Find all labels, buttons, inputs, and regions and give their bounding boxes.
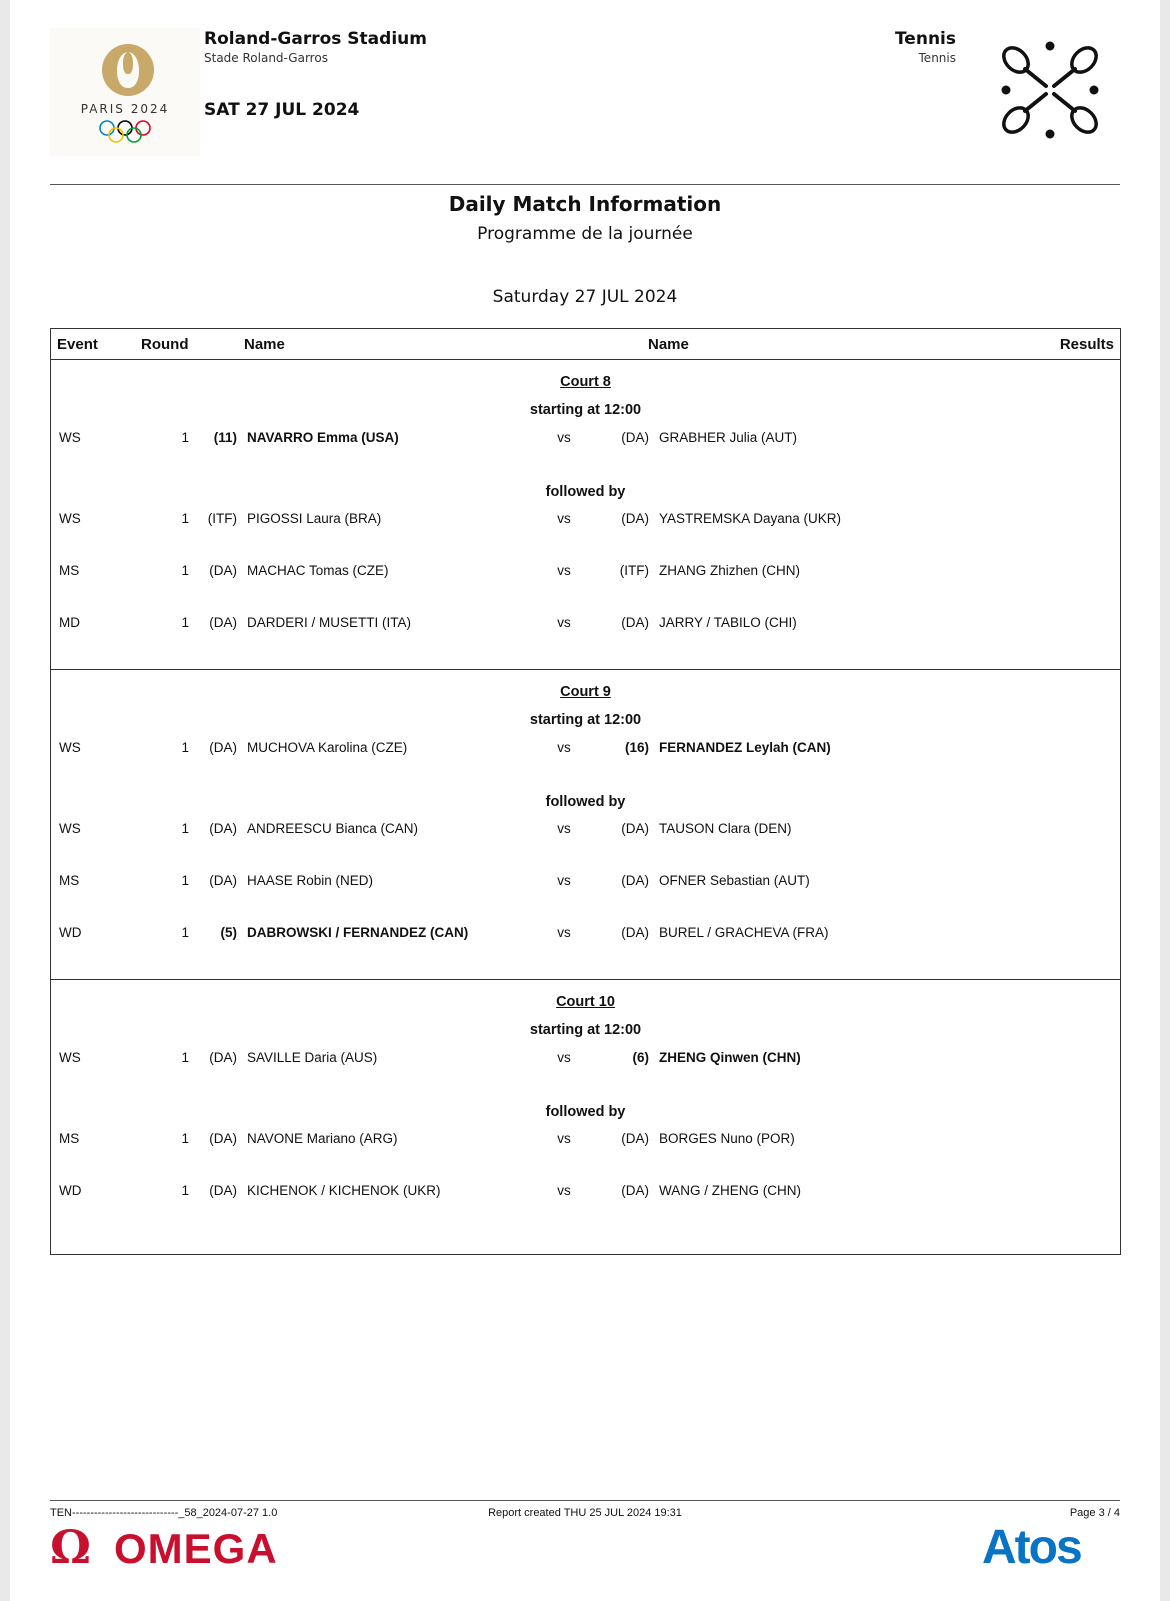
round-number: 1 — [181, 1183, 189, 1198]
document-title: Daily Match Information — [448, 192, 722, 216]
event-code: WS — [59, 1050, 81, 1065]
match-row — [51, 511, 1120, 531]
round-number: 1 — [181, 925, 189, 940]
player1-name: NAVARRO Emma (USA) — [247, 430, 399, 445]
player2-seed: (ITF) — [619, 563, 649, 578]
report-created: Report created THU 25 JUL 2024 19:31 — [488, 1507, 682, 1519]
player1-seed: (5) — [220, 925, 237, 940]
event-code: MS — [59, 873, 80, 888]
court-start-time: starting at 12:00 — [529, 402, 642, 418]
court-name: Court 9 — [560, 684, 611, 700]
match-row — [51, 430, 1120, 450]
court-name: Court 8 — [560, 374, 611, 390]
versus-label: vs — [557, 1050, 571, 1065]
header-event: Event — [57, 336, 98, 353]
versus-label: vs — [557, 511, 571, 526]
match-row — [51, 821, 1120, 841]
player2-seed: (DA) — [621, 925, 649, 940]
omega-wordmark: OMEGA — [114, 1525, 278, 1570]
player1-seed: (DA) — [209, 873, 237, 888]
round-number: 1 — [181, 511, 189, 526]
player2-seed: (DA) — [621, 873, 649, 888]
document-subtitle: Programme de la journée — [477, 224, 693, 244]
header-date: SAT 27 JUL 2024 — [204, 100, 360, 120]
player1-seed: (11) — [213, 430, 237, 445]
page-number: Page 3 / 4 — [1069, 1507, 1120, 1519]
versus-label: vs — [557, 1183, 571, 1198]
round-number: 1 — [181, 430, 189, 445]
page — [10, 0, 1160, 1601]
player1-name: SAVILLE Daria (AUS) — [247, 1050, 378, 1065]
round-number: 1 — [181, 615, 189, 630]
player1-name: DABROWSKI / FERNANDEZ (CAN) — [247, 925, 469, 940]
match-schedule-table — [50, 328, 1121, 1255]
player2-name: ZHENG Qinwen (CHN) — [659, 1050, 801, 1065]
player2-name: FERNANDEZ Leylah (CAN) — [659, 740, 831, 755]
table-header — [51, 329, 1120, 360]
paris-2024-logo — [50, 28, 200, 156]
player2-seed: (DA) — [621, 1183, 649, 1198]
flame-emblem-icon — [102, 44, 154, 96]
versus-label: vs — [557, 873, 571, 888]
followed-by-label: followed by — [545, 794, 626, 810]
court-name: Court 10 — [556, 994, 615, 1010]
header-name-2: Name — [648, 336, 689, 353]
match-row — [51, 1131, 1120, 1151]
player1-name: DARDERI / MUSETTI (ITA) — [247, 615, 411, 630]
player1-seed: (DA) — [209, 1183, 237, 1198]
player2-seed: (DA) — [621, 1131, 649, 1146]
event-code: WS — [59, 740, 81, 755]
court-section — [51, 360, 1120, 670]
header-divider — [50, 184, 1120, 185]
match-row — [51, 563, 1120, 583]
followed-by-label: followed by — [545, 484, 626, 500]
match-row — [51, 740, 1120, 760]
court-section — [51, 670, 1120, 980]
omega-logo — [50, 1524, 310, 1570]
event-code: MD — [59, 615, 80, 630]
versus-label: vs — [557, 925, 571, 940]
event-code: MS — [59, 563, 80, 578]
player2-seed: (16) — [624, 740, 649, 755]
header-round: Round — [141, 336, 189, 353]
sport-name: Tennis — [894, 29, 956, 49]
player2-name: YASTREMSKA Dayana (UKR) — [659, 511, 842, 526]
versus-label: vs — [557, 1131, 571, 1146]
player1-name: KICHENOK / KICHENOK (UKR) — [247, 1183, 441, 1198]
versus-label: vs — [557, 740, 571, 755]
player1-name: ANDREESCU Bianca (CAN) — [247, 821, 419, 836]
player1-name: NAVONE Mariano (ARG) — [247, 1131, 398, 1146]
versus-label: vs — [557, 821, 571, 836]
player1-seed: (DA) — [209, 740, 237, 755]
player2-name: WANG / ZHENG (CHN) — [659, 1183, 801, 1198]
match-row — [51, 925, 1120, 945]
player1-name: MACHAC Tomas (CZE) — [247, 563, 389, 578]
versus-label: vs — [557, 563, 571, 578]
player2-seed: (DA) — [621, 511, 649, 526]
header-results: Results — [1059, 336, 1114, 353]
venue-name-fr: Stade Roland-Garros — [204, 51, 328, 65]
tennis-pictogram-icon — [998, 38, 1102, 142]
player2-name: BUREL / GRACHEVA (FRA) — [659, 925, 829, 940]
round-number: 1 — [181, 740, 189, 755]
player1-name: HAASE Robin (NED) — [247, 873, 374, 888]
versus-label: vs — [557, 615, 571, 630]
round-number: 1 — [181, 1050, 189, 1065]
versus-label: vs — [557, 430, 571, 445]
event-code: WS — [59, 821, 81, 836]
round-number: 1 — [181, 563, 189, 578]
schedule-day: Saturday 27 JUL 2024 — [492, 287, 678, 307]
header-name-1: Name — [244, 336, 285, 353]
player1-seed: (DA) — [209, 563, 237, 578]
player2-seed: (DA) — [621, 430, 649, 445]
player2-name: ZHANG Zhizhen (CHN) — [659, 563, 801, 578]
match-row — [51, 1183, 1120, 1203]
footer-divider — [50, 1500, 1120, 1501]
match-row — [51, 615, 1120, 635]
court-start-time: starting at 12:00 — [529, 1022, 642, 1038]
round-number: 1 — [181, 873, 189, 888]
followed-by-label: followed by — [545, 1104, 626, 1120]
player1-seed: (DA) — [209, 1050, 237, 1065]
omega-symbol-icon: Ω — [50, 1524, 91, 1570]
atos-logo — [982, 1521, 1122, 1571]
player2-name: JARRY / TABILO (CHI) — [659, 615, 797, 630]
player2-name: OFNER Sebastian (AUT) — [659, 873, 810, 888]
round-number: 1 — [181, 1131, 189, 1146]
player2-seed: (DA) — [621, 615, 649, 630]
match-row — [51, 873, 1120, 893]
court-section — [51, 980, 1120, 1253]
paris-2024-logo-text: PARIS 2024 — [80, 102, 170, 116]
player1-name: MUCHOVA Karolina (CZE) — [247, 740, 408, 755]
player2-seed: (6) — [632, 1050, 649, 1065]
event-code: WS — [59, 511, 81, 526]
player2-name: GRABHER Julia (AUT) — [659, 430, 798, 445]
player1-name: PIGOSSI Laura (BRA) — [247, 511, 382, 526]
report-code: TEN-----------------------------_58_2024-07-27 1.0 — [50, 1507, 278, 1519]
event-code: WD — [59, 1183, 82, 1198]
sport-name-fr: Tennis — [918, 51, 956, 65]
event-code: MS — [59, 1131, 80, 1146]
player2-name: BORGES Nuno (POR) — [659, 1131, 795, 1146]
atos-wordmark: Atos — [982, 1521, 1081, 1571]
match-row — [51, 1050, 1120, 1070]
venue-name: Roland-Garros Stadium — [204, 29, 427, 49]
player2-name: TAUSON Clara (DEN) — [659, 821, 792, 836]
olympic-rings-icon — [98, 120, 152, 144]
player1-seed: (DA) — [209, 821, 237, 836]
event-code: WD — [59, 925, 82, 940]
event-code: WS — [59, 430, 81, 445]
player2-seed: (DA) — [621, 821, 649, 836]
player1-seed: (DA) — [209, 615, 237, 630]
round-number: 1 — [181, 821, 189, 836]
player1-seed: (ITF) — [207, 511, 237, 526]
player1-seed: (DA) — [209, 1131, 237, 1146]
court-start-time: starting at 12:00 — [529, 712, 642, 728]
